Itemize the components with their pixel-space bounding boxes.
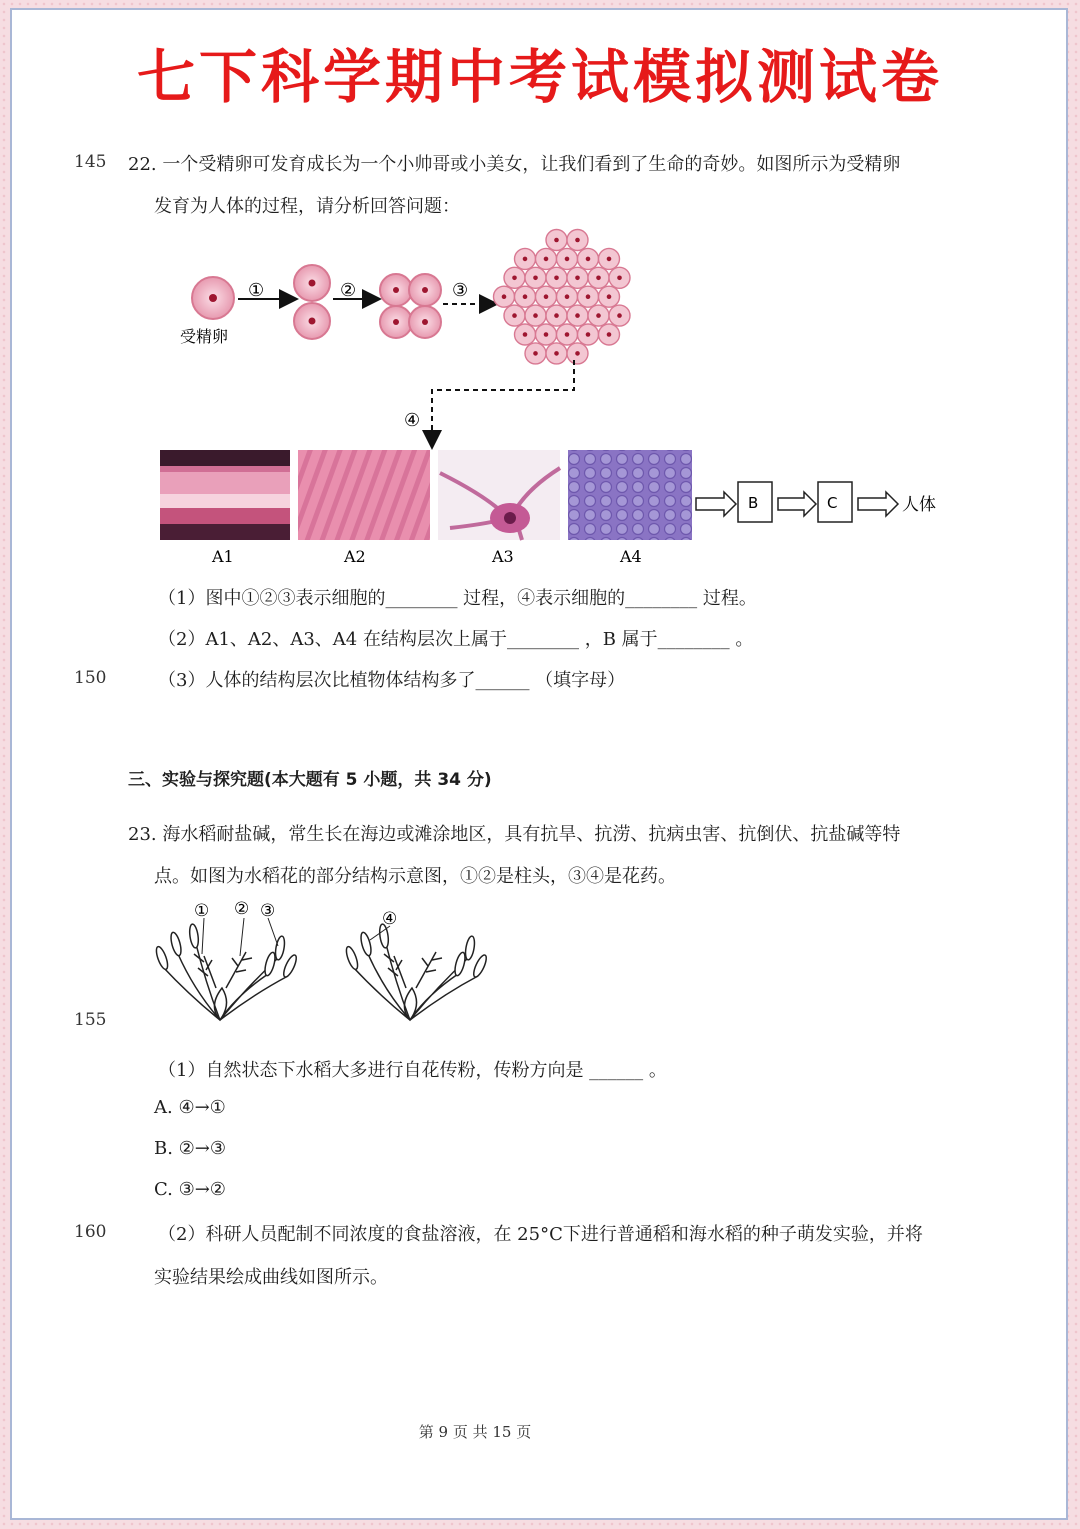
line-number-145: 145 [74, 152, 107, 172]
q23-sub1: （1）自然状态下水稻大多进行自花传粉，传粉方向是 ______ 。 [158, 1060, 667, 1081]
embryo-cell-nucleus [586, 332, 591, 337]
embryo-cell-nucleus [554, 276, 559, 281]
embryo-cell-nucleus [512, 276, 517, 281]
line-number-150: 150 [74, 668, 107, 688]
q22-text-line2: 发育为人体的过程，请分析回答问题： [154, 196, 460, 217]
multicellular-embryo [494, 230, 631, 364]
q23-option-a: A. ④→① [154, 1097, 226, 1118]
embryo-cell-nucleus [596, 313, 601, 318]
embryo-cell-nucleus [533, 351, 538, 356]
embryo-cell-nucleus [607, 294, 612, 299]
embryo-cell-nucleus [575, 238, 580, 243]
four-cell-stage [380, 274, 441, 338]
q22-text-line1: 22. 一个受精卵可发育成长为一个小帅哥或小美女，让我们看到了生命的奇妙。如图所示为受精卵 [128, 154, 901, 175]
embryo-cell-nucleus [523, 294, 528, 299]
rice-flower-right [344, 924, 489, 1020]
embryo-cell-nucleus [586, 294, 591, 299]
embryo-cell-nucleus [586, 257, 591, 262]
section-3-heading: 三、实验与探究题(本大题有 5 小题，共 34 分) [128, 770, 492, 790]
embryo-cell-nucleus [565, 294, 570, 299]
q22-sub2: （2）A1、A2、A3、A4 在结构层次上属于________ ，B 属于________ 。 [158, 629, 754, 650]
tissue-label-a4: A4 [620, 547, 642, 566]
embryo-cell-nucleus [596, 276, 601, 281]
zygote-label: 受精卵 [180, 327, 229, 346]
hollow-arrow-to-b [696, 492, 736, 516]
q23-text-line1: 23. 海水稻耐盐碱，常生长在海边或滩涂地区，具有抗旱、抗涝、抗病虫害、抗倒伏、抗盐碱等特 [128, 824, 901, 845]
embryo-cell-nucleus [575, 313, 580, 318]
flower-label-2: ② [234, 899, 250, 919]
rice-flower-left [154, 924, 299, 1020]
embryo-cell-nucleus [523, 332, 528, 337]
step-3-label: ③ [452, 280, 469, 301]
rice-flower-diagram [150, 896, 495, 1028]
tissue-a2-image [298, 450, 430, 540]
line-number-155: 155 [74, 1010, 107, 1030]
embryo-cell-nucleus [607, 332, 612, 337]
embryo-cell-nucleus [544, 257, 549, 262]
q23-sub2-line1: （2）科研人员配制不同浓度的食盐溶液，在 25°C下进行普通稻和海水稻的种子萌发实验，并将 [158, 1224, 923, 1245]
q22-sub1: （1）图中①②③表示细胞的________ 过程，④表示细胞的________ 过程。 [158, 588, 757, 609]
step-2-label: ② [340, 280, 357, 301]
tissue-label-a1: A1 [212, 547, 234, 566]
embryo-cell-nucleus [607, 257, 612, 262]
flower-label-3: ③ [260, 901, 276, 921]
embryo-cell-nucleus [565, 332, 570, 337]
embryo-cell-nucleus [512, 313, 517, 318]
q23-text-line2: 点。如图为水稻花的部分结构示意图，①②是柱头，③④是花药。 [154, 866, 676, 887]
tissue-a4-image [568, 450, 692, 540]
embryo-cell-nucleus [617, 313, 622, 318]
hollow-arrow-to-body [858, 492, 898, 516]
step-4-label: ④ [404, 410, 421, 431]
tissue-a1-image [160, 450, 290, 540]
embryo-cell-nucleus [544, 294, 549, 299]
tissue-a3-image [438, 450, 560, 540]
page-title: 七下科学期中考试模拟测试卷 [136, 43, 943, 111]
embryo-cell-nucleus [554, 238, 559, 243]
embryo-cell-nucleus [575, 276, 580, 281]
arrow-step-4 [432, 360, 574, 446]
embryo-cell-nucleus [617, 276, 622, 281]
step-1-label: ① [248, 280, 265, 301]
q23-sub2-line2: 实验结果绘成曲线如图所示。 [154, 1267, 388, 1288]
embryo-cell-nucleus [533, 313, 538, 318]
box-c-label: C [827, 494, 838, 512]
embryo-cell-nucleus [533, 276, 538, 281]
line-number-160: 160 [74, 1222, 107, 1242]
q23-option-c: C. ③→② [154, 1179, 226, 1200]
embryo-cell-nucleus [523, 257, 528, 262]
tissue-label-a2: A2 [344, 547, 366, 566]
two-cell-stage [294, 265, 330, 339]
embryo-cell-nucleus [565, 257, 570, 262]
page-footer: 第 9 页 共 15 页 [418, 1423, 532, 1441]
embryo-cell-nucleus [575, 351, 580, 356]
flower-label-1: ① [194, 901, 210, 921]
human-body-label: 人体 [902, 495, 936, 515]
embryo-development-diagram [150, 228, 950, 573]
embryo-cell-nucleus [554, 313, 559, 318]
flower-label-4: ④ [382, 909, 398, 929]
q23-option-b: B. ②→③ [154, 1138, 227, 1159]
embryo-cell-nucleus [544, 332, 549, 337]
embryo-cell-nucleus [554, 351, 559, 356]
box-b-label: B [748, 494, 759, 512]
zygote-cell [192, 277, 234, 319]
hollow-arrow-to-c [778, 492, 816, 516]
tissue-label-a3: A3 [492, 547, 514, 566]
embryo-cell-nucleus [502, 294, 507, 299]
q22-sub3: （3）人体的结构层次比植物体结构多了______ （填字母） [158, 670, 626, 691]
